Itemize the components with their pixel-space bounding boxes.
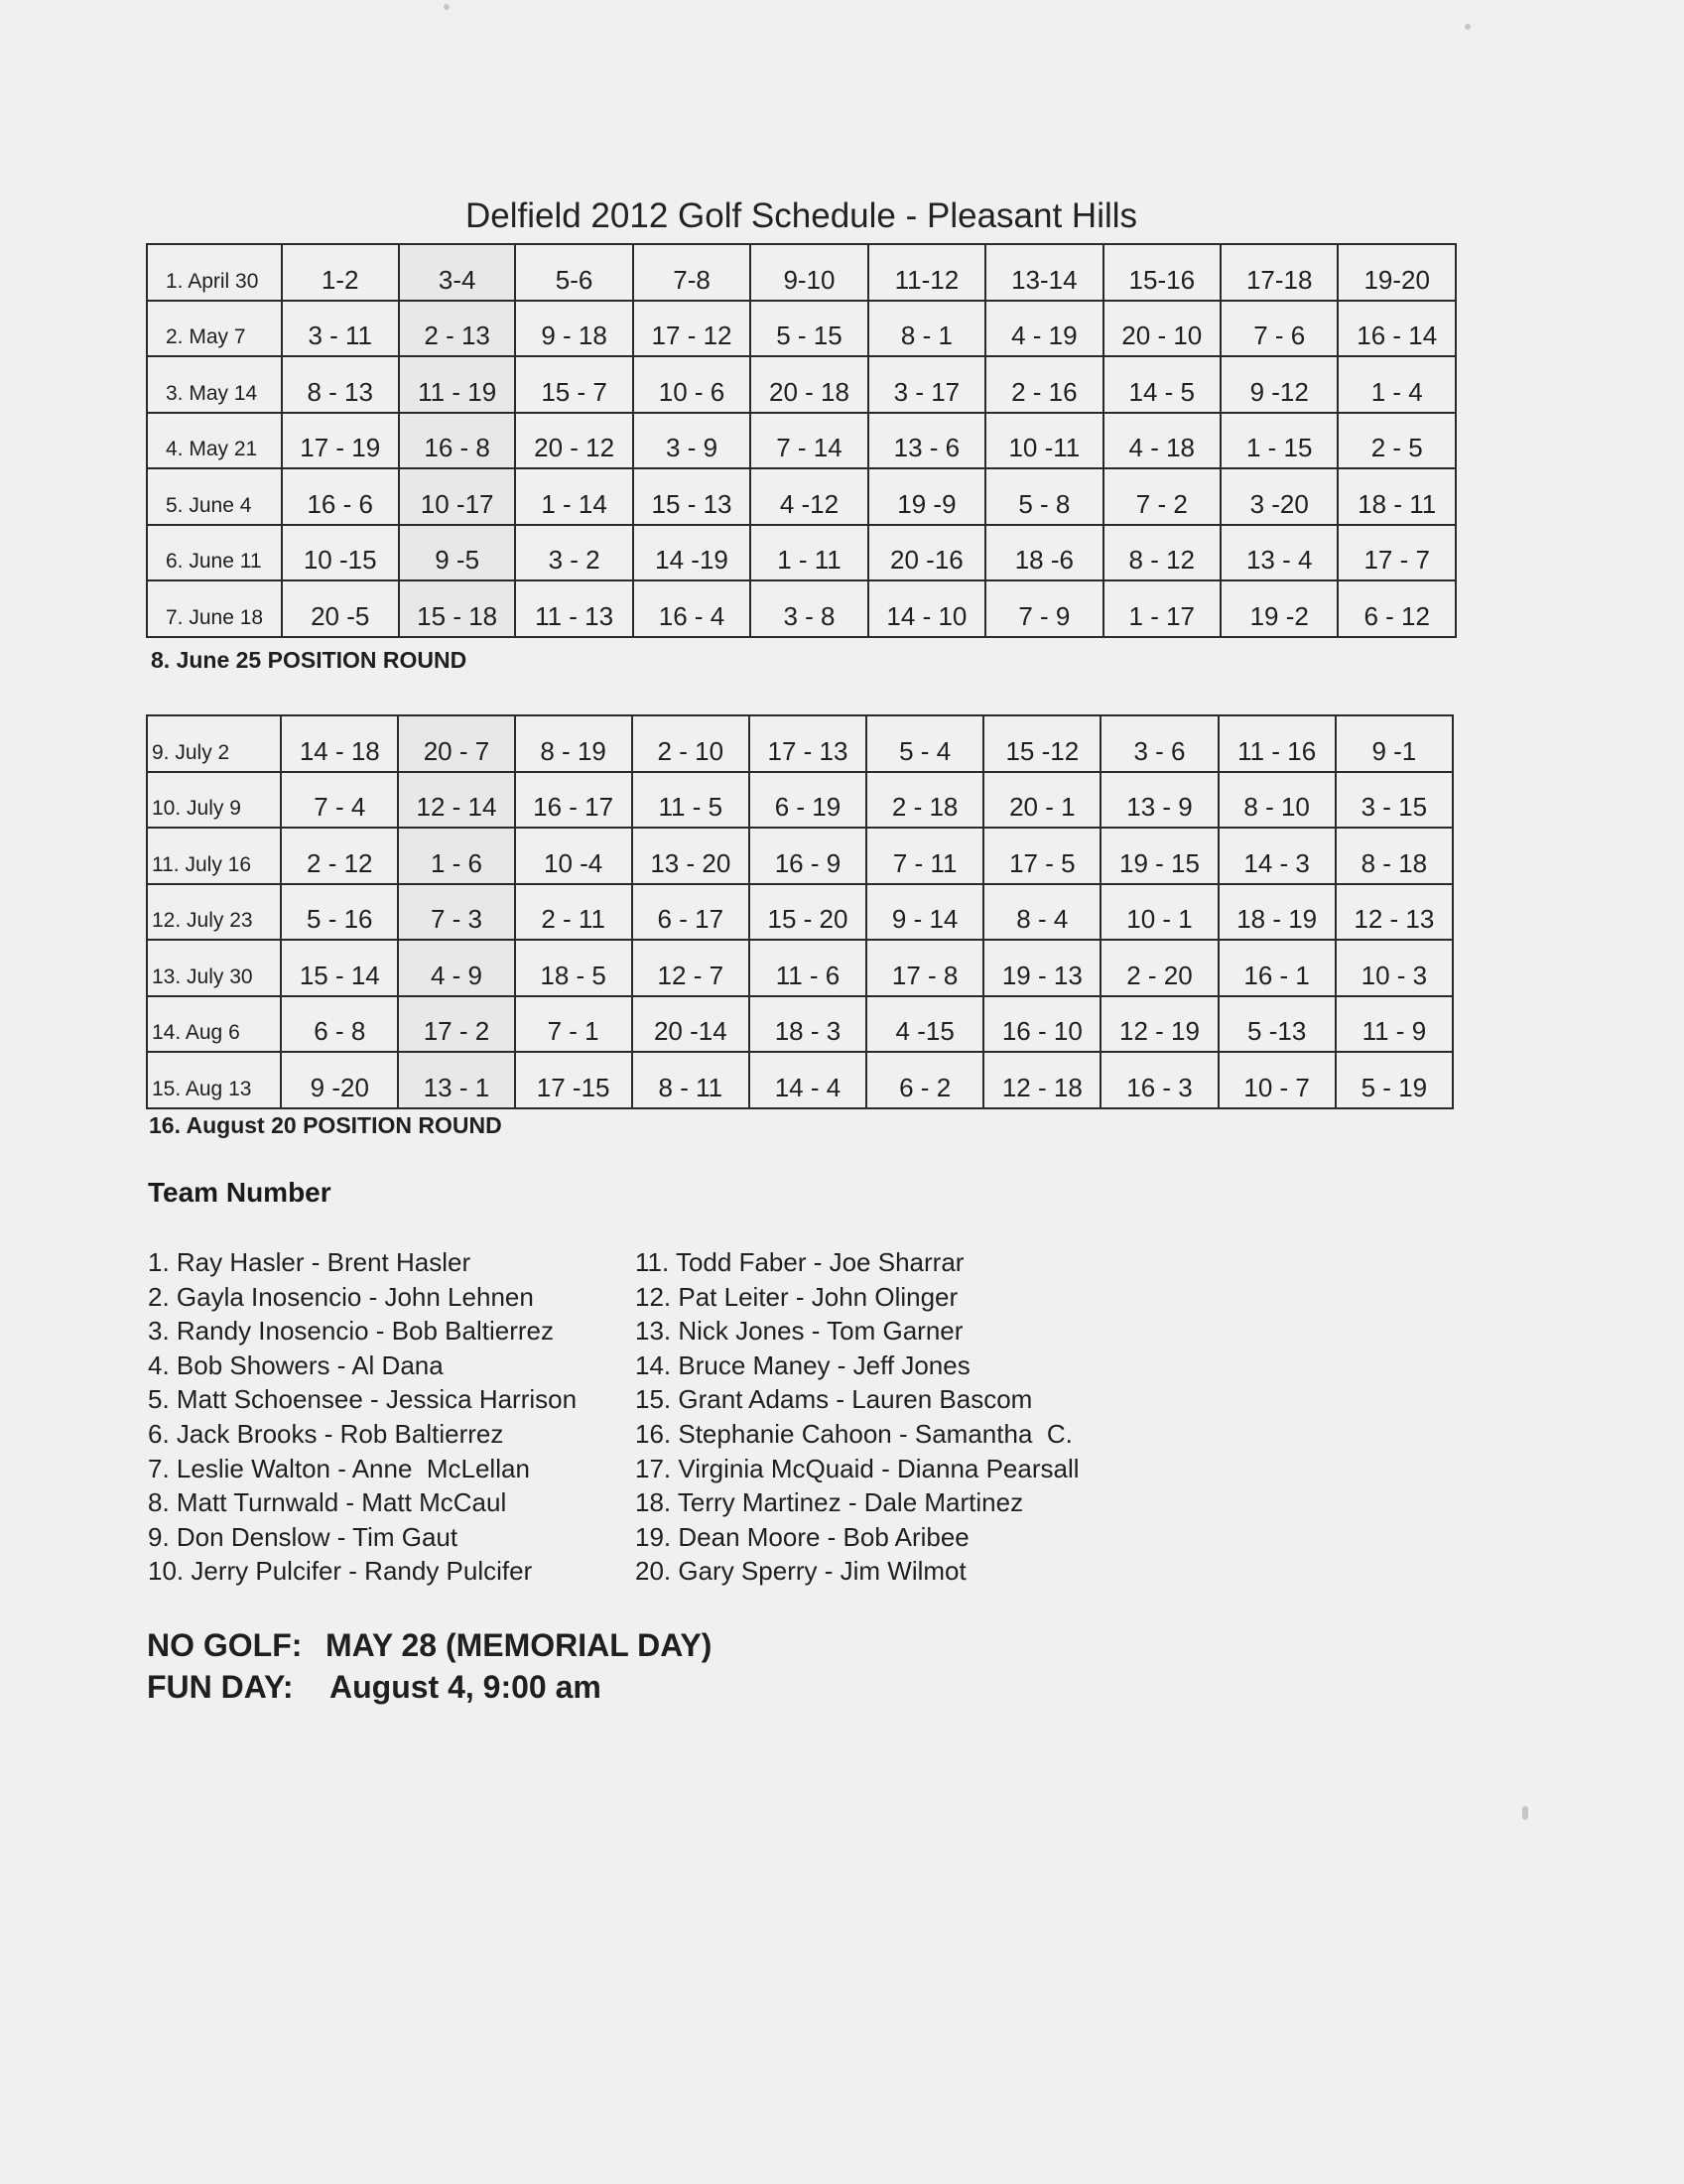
match-cell: 3 - 2 bbox=[515, 525, 632, 581]
paper-speck bbox=[444, 4, 450, 10]
match-cell: 19 -2 bbox=[1221, 580, 1338, 637]
match-cell: 7 - 2 bbox=[1103, 468, 1221, 525]
match-cell: 2 - 20 bbox=[1101, 940, 1218, 996]
match-cell: 4 - 19 bbox=[985, 301, 1102, 357]
team-entry: 12. Pat Leiter - John Olinger bbox=[635, 1281, 959, 1312]
match-cell: 5-6 bbox=[515, 244, 632, 301]
match-cell: 20 - 10 bbox=[1103, 301, 1221, 357]
match-cell: 13 - 1 bbox=[398, 1052, 514, 1108]
round-date-label: 11. July 16 bbox=[147, 828, 281, 884]
team-entry: 17. Virginia McQuaid - Dianna Pearsall bbox=[635, 1453, 1080, 1483]
match-cell: 11 - 19 bbox=[399, 356, 515, 413]
match-cell: 2 - 12 bbox=[281, 828, 398, 884]
team-list-left bbox=[148, 1245, 624, 1589]
round-date-label: 15. Aug 13 bbox=[147, 1052, 281, 1108]
match-cell: 3 - 9 bbox=[633, 413, 750, 469]
schedule-row bbox=[147, 356, 1456, 413]
match-cell: 10 -15 bbox=[282, 525, 399, 581]
match-cell: 12 - 13 bbox=[1336, 884, 1453, 941]
match-cell: 5 -13 bbox=[1219, 996, 1336, 1053]
match-cell: 13 - 20 bbox=[632, 828, 749, 884]
page-title: Delfield 2012 Golf Schedule - Pleasant Hills bbox=[464, 196, 1138, 235]
match-cell: 19 - 15 bbox=[1101, 828, 1218, 884]
position-round-note-2: 16. August 20 POSITION ROUND bbox=[149, 1112, 502, 1138]
team-entry: 14. Bruce Maney - Jeff Jones bbox=[635, 1349, 971, 1380]
match-cell: 1 - 11 bbox=[750, 525, 867, 581]
match-cell: 1 - 17 bbox=[1103, 580, 1221, 637]
match-cell: 10 - 6 bbox=[633, 356, 750, 413]
team-entry: 6. Jack Brooks - Rob Baltierrez bbox=[148, 1418, 504, 1449]
no-golf-label: NO GOLF: bbox=[147, 1627, 303, 1663]
match-cell: 4 -12 bbox=[750, 468, 867, 525]
match-cell: 13 - 4 bbox=[1221, 525, 1338, 581]
match-cell: 13-14 bbox=[985, 244, 1102, 301]
match-cell: 10 - 3 bbox=[1336, 940, 1453, 996]
match-cell: 9 -5 bbox=[399, 525, 515, 581]
match-cell: 20 - 1 bbox=[983, 772, 1101, 829]
team-entry: 19. Dean Moore - Bob Aribee bbox=[635, 1521, 970, 1552]
match-cell: 6 - 12 bbox=[1338, 580, 1456, 637]
round-date-label: 7. June 18 bbox=[147, 580, 282, 637]
team-entry: 2. Gayla Inosencio - John Lehnen bbox=[148, 1281, 534, 1312]
round-date-label: 6. June 11 bbox=[147, 525, 282, 581]
match-cell: 14 -19 bbox=[633, 525, 750, 581]
match-cell: 14 - 5 bbox=[1103, 356, 1221, 413]
match-cell: 12 - 18 bbox=[983, 1052, 1101, 1108]
match-cell: 16 - 10 bbox=[983, 996, 1101, 1053]
match-cell: 11-12 bbox=[868, 244, 985, 301]
team-entry: 8. Matt Turnwald - Matt McCaul bbox=[148, 1487, 507, 1518]
match-cell: 5 - 19 bbox=[1336, 1052, 1453, 1108]
match-cell: 15 - 18 bbox=[399, 580, 515, 637]
match-cell: 7-8 bbox=[633, 244, 750, 301]
match-cell: 14 - 18 bbox=[281, 715, 398, 772]
match-cell: 15 - 20 bbox=[749, 884, 866, 941]
schedule-row bbox=[147, 244, 1456, 301]
match-cell: 5 - 16 bbox=[281, 884, 398, 941]
team-entry: 5. Matt Schoensee - Jessica Harrison bbox=[148, 1384, 578, 1415]
round-date-label: 2. May 7 bbox=[147, 301, 282, 357]
match-cell: 18 -6 bbox=[985, 525, 1102, 581]
team-entry: 4. Bob Showers - Al Dana bbox=[148, 1349, 444, 1380]
schedule-row bbox=[147, 772, 1453, 829]
match-cell: 20 -14 bbox=[632, 996, 749, 1053]
round-date-label: 14. Aug 6 bbox=[147, 996, 281, 1053]
match-cell: 8 - 1 bbox=[868, 301, 985, 357]
match-cell: 16 - 9 bbox=[749, 828, 866, 884]
match-cell: 6 - 2 bbox=[866, 1052, 983, 1108]
team-entry: 3. Randy Inosencio - Bob Baltierrez bbox=[148, 1316, 554, 1347]
match-cell: 17 - 5 bbox=[983, 828, 1101, 884]
match-cell: 6 - 17 bbox=[632, 884, 749, 941]
match-cell: 8 - 10 bbox=[1219, 772, 1336, 829]
match-cell: 19 - 13 bbox=[983, 940, 1101, 996]
match-cell: 9-10 bbox=[750, 244, 867, 301]
fun-day-value: August 4, 9:00 am bbox=[329, 1669, 601, 1705]
match-cell: 7 - 11 bbox=[866, 828, 983, 884]
match-cell: 10 -11 bbox=[985, 413, 1102, 469]
schedule-row bbox=[147, 525, 1456, 581]
team-number-heading: Team Number bbox=[148, 1177, 331, 1208]
match-cell: 14 - 4 bbox=[749, 1052, 866, 1108]
match-cell: 8 - 4 bbox=[983, 884, 1101, 941]
match-cell: 7 - 4 bbox=[281, 772, 398, 829]
match-cell: 1 - 4 bbox=[1338, 356, 1456, 413]
match-cell: 16 - 14 bbox=[1338, 301, 1456, 357]
schedule-table-2 bbox=[146, 714, 1454, 1109]
match-cell: 12 - 14 bbox=[398, 772, 514, 829]
match-cell: 7 - 14 bbox=[750, 413, 867, 469]
round-date-label: 5. June 4 bbox=[147, 468, 282, 525]
match-cell: 7 - 9 bbox=[985, 580, 1102, 637]
match-cell: 18 - 11 bbox=[1338, 468, 1456, 525]
schedule-row bbox=[147, 996, 1453, 1053]
match-cell: 16 - 3 bbox=[1101, 1052, 1218, 1108]
match-cell: 14 - 3 bbox=[1219, 828, 1336, 884]
match-cell: 20 - 7 bbox=[398, 715, 514, 772]
match-cell: 5 - 4 bbox=[866, 715, 983, 772]
round-date-label: 13. July 30 bbox=[147, 940, 281, 996]
match-cell: 15 -12 bbox=[983, 715, 1101, 772]
team-entry: 7. Leslie Walton - Anne McLellan bbox=[148, 1453, 530, 1483]
match-cell: 17 - 2 bbox=[398, 996, 514, 1053]
round-date-label: 3. May 14 bbox=[147, 356, 282, 413]
match-cell: 17 -15 bbox=[515, 1052, 632, 1108]
team-list-right bbox=[635, 1245, 1191, 1589]
match-cell: 8 - 11 bbox=[632, 1052, 749, 1108]
round-date-label: 9. July 2 bbox=[147, 715, 281, 772]
match-cell: 20 -5 bbox=[282, 580, 399, 637]
match-cell: 1-2 bbox=[282, 244, 399, 301]
match-cell: 11 - 6 bbox=[749, 940, 866, 996]
match-cell: 17 - 12 bbox=[633, 301, 750, 357]
team-entry: 18. Terry Martinez - Dale Martinez bbox=[635, 1487, 1024, 1518]
match-cell: 3 - 15 bbox=[1336, 772, 1453, 829]
match-cell: 16 - 8 bbox=[399, 413, 515, 469]
schedule-row bbox=[147, 468, 1456, 525]
fun-day-label: FUN DAY: bbox=[147, 1669, 294, 1705]
match-cell: 16 - 1 bbox=[1219, 940, 1336, 996]
round-date-label: 10. July 9 bbox=[147, 772, 281, 829]
match-cell: 8 - 18 bbox=[1336, 828, 1453, 884]
schedule-row bbox=[147, 715, 1453, 772]
match-cell: 1 - 15 bbox=[1221, 413, 1338, 469]
match-cell: 5 - 8 bbox=[985, 468, 1102, 525]
match-cell: 20 -16 bbox=[868, 525, 985, 581]
team-entry: 1. Ray Hasler - Brent Hasler bbox=[148, 1247, 471, 1277]
match-cell: 1 - 6 bbox=[398, 828, 514, 884]
match-cell: 18 - 3 bbox=[749, 996, 866, 1053]
schedule-row bbox=[147, 301, 1456, 357]
match-cell: 2 - 13 bbox=[399, 301, 515, 357]
match-cell: 10 -17 bbox=[399, 468, 515, 525]
match-cell: 17-18 bbox=[1221, 244, 1338, 301]
match-cell: 20 - 12 bbox=[515, 413, 632, 469]
match-cell: 9 -1 bbox=[1336, 715, 1453, 772]
match-cell: 2 - 10 bbox=[632, 715, 749, 772]
team-entry: 15. Grant Adams - Lauren Bascom bbox=[635, 1384, 1033, 1415]
match-cell: 19 -9 bbox=[868, 468, 985, 525]
match-cell: 15 - 14 bbox=[281, 940, 398, 996]
match-cell: 2 - 11 bbox=[515, 884, 632, 941]
match-cell: 10 - 7 bbox=[1219, 1052, 1336, 1108]
fun-day-notice bbox=[147, 1669, 601, 1706]
round-date-label: 4. May 21 bbox=[147, 413, 282, 469]
match-cell: 4 - 9 bbox=[398, 940, 514, 996]
match-cell: 15-16 bbox=[1103, 244, 1221, 301]
match-cell: 8 - 19 bbox=[515, 715, 632, 772]
match-cell: 11 - 13 bbox=[515, 580, 632, 637]
match-cell: 17 - 19 bbox=[282, 413, 399, 469]
match-cell: 11 - 9 bbox=[1336, 996, 1453, 1053]
match-cell: 18 - 5 bbox=[515, 940, 632, 996]
match-cell: 6 - 8 bbox=[281, 996, 398, 1053]
match-cell: 15 - 13 bbox=[633, 468, 750, 525]
no-golf-value: MAY 28 (MEMORIAL DAY) bbox=[325, 1627, 712, 1663]
round-date-label: 12. July 23 bbox=[147, 884, 281, 941]
team-entry: 20. Gary Sperry - Jim Wilmot bbox=[635, 1556, 967, 1587]
match-cell: 19-20 bbox=[1338, 244, 1456, 301]
match-cell: 13 - 9 bbox=[1101, 772, 1218, 829]
match-cell: 15 - 7 bbox=[515, 356, 632, 413]
match-cell: 12 - 19 bbox=[1101, 996, 1218, 1053]
match-cell: 12 - 7 bbox=[632, 940, 749, 996]
match-cell: 9 - 14 bbox=[866, 884, 983, 941]
schedule-row bbox=[147, 1052, 1453, 1108]
schedule-row bbox=[147, 580, 1456, 637]
match-cell: 9 - 18 bbox=[515, 301, 632, 357]
match-cell: 3 - 8 bbox=[750, 580, 867, 637]
match-cell: 3 -20 bbox=[1221, 468, 1338, 525]
match-cell: 17 - 7 bbox=[1338, 525, 1456, 581]
match-cell: 8 - 13 bbox=[282, 356, 399, 413]
match-cell: 7 - 3 bbox=[398, 884, 514, 941]
match-cell: 2 - 5 bbox=[1338, 413, 1456, 469]
paper-speck bbox=[1522, 1806, 1528, 1820]
match-cell: 2 - 16 bbox=[985, 356, 1102, 413]
match-cell: 3 - 6 bbox=[1101, 715, 1218, 772]
match-cell: 3-4 bbox=[399, 244, 515, 301]
round-date-label: 1. April 30 bbox=[147, 244, 282, 301]
match-cell: 9 -20 bbox=[281, 1052, 398, 1108]
match-cell: 14 - 10 bbox=[868, 580, 985, 637]
match-cell: 7 - 1 bbox=[515, 996, 632, 1053]
team-entry: 11. Todd Faber - Joe Sharrar bbox=[635, 1247, 965, 1277]
match-cell: 1 - 14 bbox=[515, 468, 632, 525]
schedule-row bbox=[147, 828, 1453, 884]
schedule-row bbox=[147, 884, 1453, 941]
schedule-row bbox=[147, 940, 1453, 996]
match-cell: 4 -15 bbox=[866, 996, 983, 1053]
match-cell: 18 - 19 bbox=[1219, 884, 1336, 941]
match-cell: 10 - 1 bbox=[1101, 884, 1218, 941]
schedule-row bbox=[147, 413, 1456, 469]
match-cell: 3 - 17 bbox=[868, 356, 985, 413]
match-cell: 5 - 15 bbox=[750, 301, 867, 357]
match-cell: 13 - 6 bbox=[868, 413, 985, 469]
match-cell: 4 - 18 bbox=[1103, 413, 1221, 469]
match-cell: 17 - 8 bbox=[866, 940, 983, 996]
team-entry: 16. Stephanie Cahoon - Samantha C. bbox=[635, 1418, 1073, 1449]
position-round-note-1: 8. June 25 POSITION ROUND bbox=[151, 647, 467, 673]
schedule-table-1 bbox=[146, 243, 1457, 638]
match-cell: 11 - 16 bbox=[1219, 715, 1336, 772]
match-cell: 2 - 18 bbox=[866, 772, 983, 829]
match-cell: 6 - 19 bbox=[749, 772, 866, 829]
match-cell: 11 - 5 bbox=[632, 772, 749, 829]
match-cell: 16 - 4 bbox=[633, 580, 750, 637]
match-cell: 20 - 18 bbox=[750, 356, 867, 413]
match-cell: 3 - 11 bbox=[282, 301, 399, 357]
paper-speck bbox=[1465, 24, 1471, 30]
team-entry: 9. Don Denslow - Tim Gaut bbox=[148, 1521, 458, 1552]
match-cell: 16 - 6 bbox=[282, 468, 399, 525]
match-cell: 16 - 17 bbox=[515, 772, 632, 829]
no-golf-notice bbox=[147, 1627, 712, 1664]
match-cell: 9 -12 bbox=[1221, 356, 1338, 413]
match-cell: 17 - 13 bbox=[749, 715, 866, 772]
match-cell: 10 -4 bbox=[515, 828, 632, 884]
match-cell: 8 - 12 bbox=[1103, 525, 1221, 581]
match-cell: 7 - 6 bbox=[1221, 301, 1338, 357]
team-entry: 13. Nick Jones - Tom Garner bbox=[635, 1316, 964, 1347]
team-entry: 10. Jerry Pulcifer - Randy Pulcifer bbox=[148, 1556, 533, 1587]
